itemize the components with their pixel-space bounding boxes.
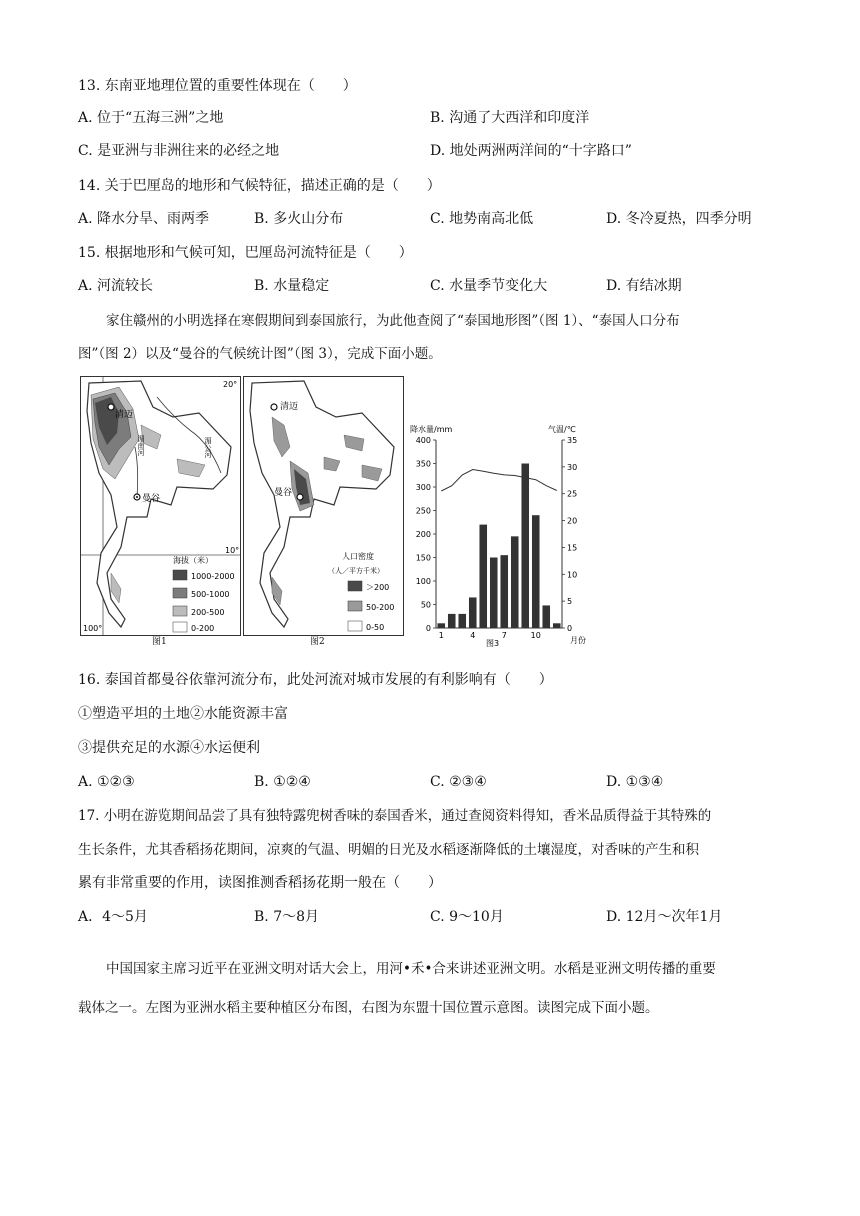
q17-stem-line-2: 生长条件，尤其香稻扬花期间，凉爽的气温、明媚的日光及水稻逐渐降低的土壤湿度，对香味的产生和积 xyxy=(78,842,699,858)
map1-legend-label: 1000-2000 xyxy=(191,572,235,581)
map2-city-chiang-mai: 清迈 xyxy=(280,402,299,412)
chiang-mai-marker xyxy=(271,404,277,410)
chart-ytick-right: 5 xyxy=(567,597,573,607)
q15-option-d: D. 有结冰期 xyxy=(606,278,682,294)
chart-ytick-right: 20 xyxy=(567,516,578,526)
figure-2-caption: 图2 xyxy=(310,637,325,647)
chart-xtick: 10 xyxy=(530,631,541,640)
bangkok-marker xyxy=(297,494,303,500)
map1-river-mekong: 湄公河 xyxy=(204,437,212,458)
chart-xtick: 1 xyxy=(438,631,444,640)
chart-ytick-left: 50 xyxy=(420,600,431,610)
chart-temperature-line xyxy=(441,470,557,492)
map1-lat-10: 10° xyxy=(225,546,240,555)
map1-lon-100: 100° xyxy=(83,624,103,633)
chart-ytick-right: 30 xyxy=(567,462,578,472)
q14-stem: 14. 关于巴厘岛的地形和气候特征，描述正确的是（ ） xyxy=(78,178,441,194)
chart-bar xyxy=(553,623,561,628)
figure-1-caption: 图1 xyxy=(152,637,167,647)
intro2-paragraph-line-2: 载体之一。左图为亚洲水稻主要种植区分布图，右图为东盟十国位置示意图。读图完成下面小题。 xyxy=(78,1000,659,1016)
chart-ytick-right: 0 xyxy=(567,624,573,633)
chart-bar xyxy=(437,623,445,628)
chart-ytick-left: 300 xyxy=(415,483,431,492)
chart-xtick: 4 xyxy=(470,631,476,640)
chart-bar xyxy=(500,555,508,628)
map1-city-bangkok: 曼谷 xyxy=(142,494,161,504)
chart-ytick-left: 250 xyxy=(415,506,431,516)
q13-option-b: B. 沟通了大西洋和印度洋 xyxy=(430,110,590,126)
q16-statement-1: ①塑造平坦的土地②水能资源丰富 xyxy=(78,706,288,722)
map1-lat-20: 20° xyxy=(223,380,238,389)
map1-river-menam: 湄南河 xyxy=(137,435,145,456)
q15-stem: 15. 根据地形和气候可知，巴厘岛河流特征是（ ） xyxy=(78,245,413,261)
chart-ylabel-left: 降水量/mm xyxy=(410,425,453,434)
chiang-mai-marker xyxy=(108,404,114,410)
map2-city-bangkok: 曼谷 xyxy=(274,488,293,498)
chart-ytick-right: 10 xyxy=(567,570,578,580)
q17-stem-line-3: 累有非常重要的作用，读图推测香稻扬花期一般在（ ） xyxy=(78,875,442,891)
chart-bar xyxy=(469,597,477,628)
q17-option-a: A．4～5月 xyxy=(78,909,148,925)
map2-legend-label: 50-200 xyxy=(366,603,395,612)
map1-legend xyxy=(173,570,235,633)
q13-stem: 13. 东南亚地理位置的重要性体现在（ ） xyxy=(78,78,357,94)
chart-xlabel: 月份 xyxy=(570,636,586,645)
q15-option-b: B. 水量稳定 xyxy=(254,278,330,294)
q16-statement-2: ③提供充足的水源④水运便利 xyxy=(78,740,260,756)
q16-stem: 16. 泰国首都曼谷依靠河流分布，此处河流对城市发展的有利影响有（ ） xyxy=(78,672,553,688)
chart-ytick-right: 15 xyxy=(567,543,578,553)
intro-paragraph-line-1: 家住赣州的小明选择在寒假期间到泰国旅行，为此他查阅了“泰国地形图”（图 1）、“泰国人口分布 xyxy=(106,313,680,329)
map1-legend-title: 海拔（米） xyxy=(173,556,213,565)
q13-option-d: D. 地处两洲两洋间的“十字路口” xyxy=(430,143,632,159)
chart-bar xyxy=(521,464,529,629)
chart-xtick: 7 xyxy=(501,631,507,640)
intro-paragraph-line-2: 图”（图 2）以及“曼谷的气候统计图”（图 3），完成下面小题。 xyxy=(78,346,442,362)
q15-option-a: A. 河流较长 xyxy=(78,278,154,294)
map1-legend-label: 0-200 xyxy=(191,624,215,633)
q15-option-c: C. 水量季节变化大 xyxy=(430,278,548,294)
chart-ylabel-right: 气温/℃ xyxy=(548,425,576,434)
chart-ytick-right: 35 xyxy=(567,436,578,445)
q16-option-b: B. ①②④ xyxy=(254,774,311,790)
chart-bar xyxy=(490,558,498,629)
thailand-topography-map xyxy=(80,376,241,636)
chart-ytick-left: 150 xyxy=(415,553,431,563)
chart-ytick-left: 350 xyxy=(415,459,431,469)
q17-option-b: B. 7～8月 xyxy=(254,909,320,925)
map2-legend-label: 0-50 xyxy=(366,623,385,632)
chart-ytick-left: 400 xyxy=(415,436,431,445)
chart-bar xyxy=(448,614,456,628)
q14-option-c: C. 地势南高北低 xyxy=(430,211,534,227)
chart-ytick-left: 200 xyxy=(415,530,431,539)
chart-ytick-right: 25 xyxy=(567,489,578,499)
chart-ytick-left: 0 xyxy=(425,624,431,633)
q13-option-a: A. 位于“五海三洲”之地 xyxy=(78,110,224,126)
map1-legend-label: 500-1000 xyxy=(191,590,230,599)
map1-legend-label: 200-500 xyxy=(191,608,225,617)
map1-city-chiang-mai: 清迈 xyxy=(115,410,134,420)
chart-ytick-left: 100 xyxy=(415,577,431,586)
q13-option-c: C. 是亚洲与非洲往来的必经之地 xyxy=(78,143,280,159)
q16-option-d: D. ①③④ xyxy=(606,774,664,790)
intro2-paragraph-line-1: 中国国家主席习近平在亚洲文明对话大会上，用河•禾•合来讲述亚洲文明。水稻是亚洲文明传播的重要 xyxy=(106,961,716,977)
chart-bar xyxy=(479,525,487,628)
q14-option-a: A. 降水分旱、雨两季 xyxy=(78,211,210,227)
q14-option-b: B. 多火山分布 xyxy=(254,211,344,227)
map2-legend-title-2: （人／平方千米） xyxy=(328,567,384,575)
map2-legend-label: ＞200 xyxy=(366,583,390,592)
figure-3-caption: 图3 xyxy=(486,639,500,648)
q16-option-c: C. ②③④ xyxy=(430,774,487,790)
chart-bar xyxy=(511,536,519,628)
chart-bar xyxy=(532,515,540,628)
map2-legend-title-1: 人口密度 xyxy=(342,552,374,561)
q17-option-d: D. 12月～次年1月 xyxy=(606,909,723,925)
q14-option-d: D. 冬冷夏热，四季分明 xyxy=(606,211,752,227)
q17-stem-line-1: 17. 小明在游览期间品尝了具有独特露兜树香味的泰国香米，通过查阅资料得知，香米品质得益于其特殊的 xyxy=(78,808,712,824)
thailand-population-map xyxy=(243,376,404,636)
chart-bar xyxy=(458,614,466,628)
chart-bar xyxy=(542,605,550,628)
q17-option-c: C. 9～10月 xyxy=(430,909,504,925)
bangkok-climate-chart xyxy=(408,420,592,648)
map2-legend xyxy=(348,581,394,632)
q16-option-a: A. ①②③ xyxy=(78,774,135,790)
